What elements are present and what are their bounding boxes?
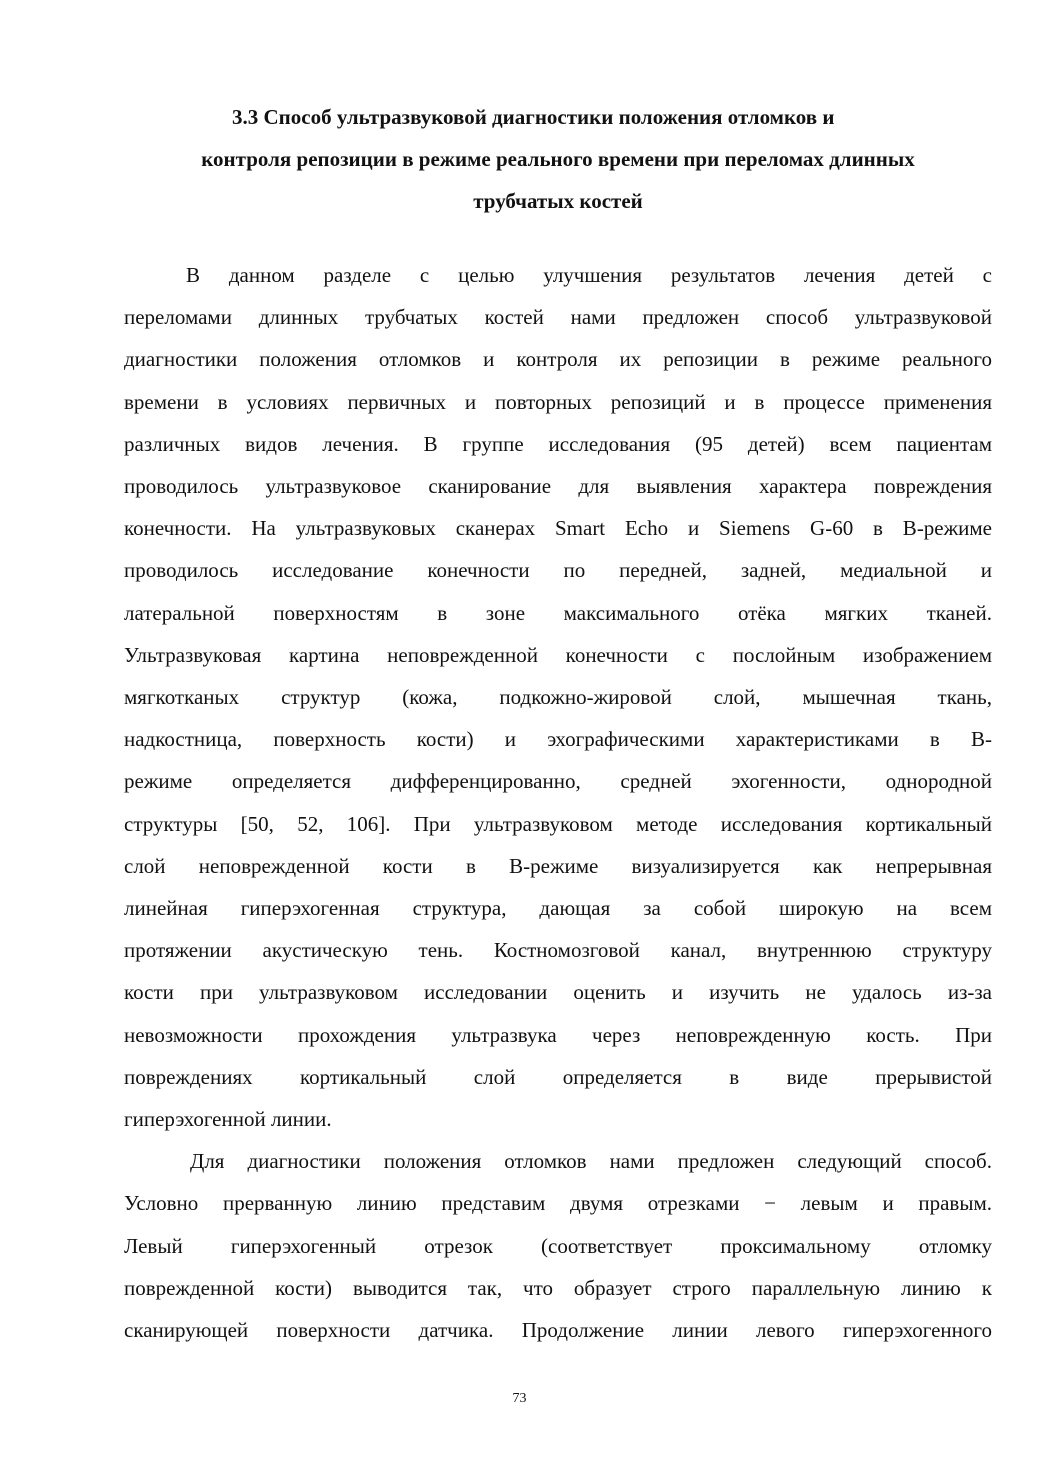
text-line: невозможности прохождения ультразвука через неповрежденную кость. При (124, 1022, 992, 1047)
text-line: проводилось исследование конечности по передней, задней, медиальной и (124, 558, 992, 583)
text-line: протяжении акустическую тень. Костномозговой канал, внутреннюю структуру (124, 938, 992, 963)
section-heading (124, 96, 992, 222)
text-line: переломами длинных трубчатых костей нами предложен способ ультразвуковой (124, 305, 992, 330)
text-line: линейная гиперэхогенная структура, дающая за собой широкую на всем (124, 896, 992, 921)
text-line: Для диагностики положения отломков нами предложен следующий способ. (190, 1149, 992, 1174)
text-line: времени в условиях первичных и повторных репозиций и в процессе применения (124, 389, 992, 414)
heading-line-1: 3.3 Способ ультразвуковой диагностики положения отломков и (232, 105, 835, 129)
text-line: сканирующей поверхности датчика. Продолжение линии левого гиперэхогенного (124, 1318, 992, 1343)
heading-line-3: трубчатых костей (473, 189, 643, 213)
text-line: различных видов лечения. В группе исследования (95 детей) всем пациентам (124, 431, 992, 456)
text-line: режиме определяется дифференцированно, средней эхогенности, однородной (124, 769, 992, 794)
text-line: поврежденной кости) выводится так, что образует строго параллельную линию к (124, 1275, 992, 1300)
text-line: проводилось ультразвуковое сканирование для выявления характера повреждения (124, 474, 992, 499)
text-line: Левый гиперэхогенный отрезок (соответствует проксимальному отломку (124, 1233, 992, 1258)
text-line: диагностики положения отломков и контроля их репозиции в режиме реального (124, 347, 992, 372)
text-line: кости при ультразвуковом исследовании оценить и изучить не удалось из-за (124, 980, 992, 1005)
text-line: Ультразвуковая картина неповрежденной конечности с послойным изображением (124, 642, 992, 667)
text-line: гиперэхогенной линии. (124, 1107, 332, 1132)
paragraph-2 (124, 1140, 992, 1351)
body-text (124, 254, 992, 1351)
text-line: В данном разделе с целью улучшения результатов лечения детей с (186, 263, 992, 287)
text-line: повреждениях кортикальный слой определяется в виде прерывистой (124, 1064, 992, 1089)
page-number: 73 (512, 1391, 527, 1406)
paragraph-1 (124, 254, 992, 1140)
text-line: Условно прерванную линию представим двумя отрезками − левым и правым. (124, 1191, 992, 1216)
text-line: надкостница, поверхность кости) и эхографическими характеристиками в B- (124, 727, 992, 752)
text-line: конечности. На ультразвуковых сканерах Smart Echo и Siemens G-60 в B-режиме (124, 516, 992, 541)
text-line: мягкотканых структур (кожа, подкожно-жировой слой, мышечная ткань, (124, 685, 992, 710)
text-line: слой неповрежденной кости в B-режиме визуализируется как непрерывная (124, 853, 992, 878)
text-line: структуры [50, 52, 106]. При ультразвуковом методе исследования кортикальный (124, 811, 992, 836)
text-line: латеральной поверхностям в зоне максимального отёка мягких тканей. (124, 600, 992, 625)
heading-line-2: контроля репозиции в режиме реального времени при переломах длинных (201, 147, 915, 171)
